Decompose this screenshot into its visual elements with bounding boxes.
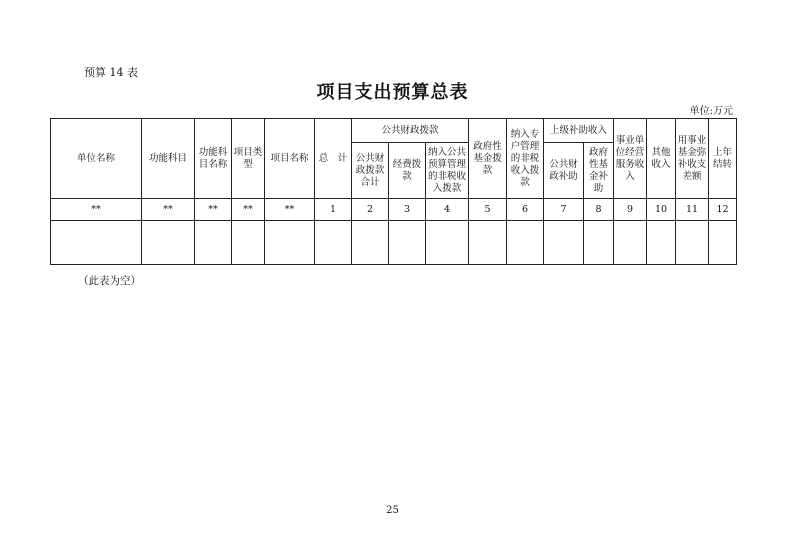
index-row (51, 199, 737, 221)
col-funding: 经费拨款 (389, 143, 426, 199)
col-gov-fund: 政府性基金拨款 (469, 119, 507, 199)
unit-label: 单位:万元 (689, 106, 733, 117)
col-func-subject-name: 功能科目名称 (195, 119, 232, 199)
index-cell: 6 (507, 199, 544, 221)
empty-cell (647, 221, 676, 265)
col-upper-public: 公共财政补助 (544, 143, 584, 199)
index-cell: ** (232, 199, 265, 221)
empty-cell (507, 221, 544, 265)
empty-cell (142, 221, 195, 265)
index-cell: 9 (614, 199, 647, 221)
index-cell: 7 (544, 199, 584, 221)
index-cell: 8 (584, 199, 614, 221)
col-other: 其他收入 (647, 119, 676, 199)
empty-table-note: （此表为空） (78, 275, 141, 287)
index-cell: ** (142, 199, 195, 221)
index-cell: 4 (426, 199, 469, 221)
col-upper-subsidy-group: 上级补助收入 (544, 119, 614, 143)
col-project-type: 项目类型 (232, 119, 265, 199)
col-func-subject: 功能科目 (142, 119, 195, 199)
col-non-tax: 纳入公共预算管理的非税收入拨款 (426, 143, 469, 199)
empty-cell (265, 221, 315, 265)
empty-cell (232, 221, 265, 265)
col-operating: 事业单位经营服务收入 (614, 119, 647, 199)
empty-cell (676, 221, 709, 265)
index-cell: ** (51, 199, 142, 221)
index-cell: 1 (315, 199, 352, 221)
empty-cell (195, 221, 232, 265)
empty-cell (709, 221, 737, 265)
empty-cell (352, 221, 389, 265)
index-cell: ** (195, 199, 232, 221)
empty-cell (389, 221, 426, 265)
empty-cell (584, 221, 614, 265)
index-cell: 11 (676, 199, 709, 221)
col-special-non-tax: 纳入专户管理的非税收入拨款 (507, 119, 544, 199)
col-carryover: 上年结转 (709, 119, 737, 199)
col-unit-name: 单位名称 (51, 119, 142, 199)
page-number: 25 (386, 505, 399, 516)
form-number: 预算 14 表 (84, 66, 138, 79)
empty-cell (544, 221, 584, 265)
empty-cell (315, 221, 352, 265)
header-row-1 (51, 119, 737, 143)
index-cell: 10 (647, 199, 676, 221)
col-upper-gov-fund: 政府性基金补助 (584, 143, 614, 199)
col-public-fiscal-sum: 公共财政拨款合计 (352, 143, 389, 199)
empty-cell (426, 221, 469, 265)
page-title: 项目支出预算总表 (316, 82, 469, 103)
empty-cell (469, 221, 507, 265)
col-public-fiscal-group: 公共财政拨款 (352, 119, 469, 143)
col-total: 总 计 (315, 119, 352, 199)
col-project-name: 项目名称 (265, 119, 315, 199)
empty-cell (51, 221, 142, 265)
index-cell: 5 (469, 199, 507, 221)
empty-cell (614, 221, 647, 265)
index-cell: ** (265, 199, 315, 221)
budget-table (50, 118, 737, 265)
col-fund-balance: 用事业基金弥补收支差额 (676, 119, 709, 199)
index-cell: 12 (709, 199, 737, 221)
index-cell: 2 (352, 199, 389, 221)
index-cell: 3 (389, 199, 426, 221)
empty-data-row (51, 221, 737, 265)
